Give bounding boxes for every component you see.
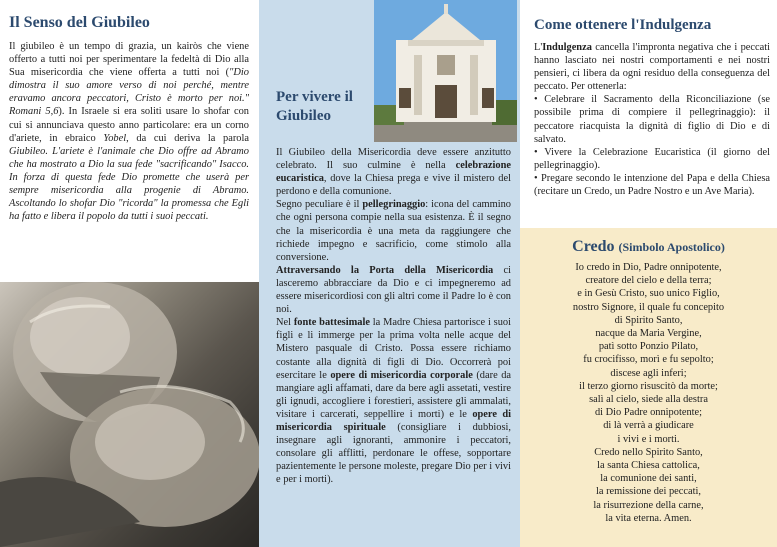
- credo-title: Credo (Simbolo Apostolico): [572, 238, 725, 255]
- list-item: • Pregare secondo le intenzione del Papa e della Chiesa (recitare un Credo, un Padre Nostro e un Ave Maria).: [534, 172, 771, 198]
- list-item: • Celebrare il Sacramento della Riconciliazione (se possibile prima di compiere il pellegrinaggio): il peccatore riacquista la dignità di figlio di Dio e di salvato.: [534, 94, 770, 145]
- relief-illustration: [0, 282, 259, 547]
- column-vivere-giubileo: [259, 0, 520, 547]
- church-illustration: [374, 0, 517, 142]
- section-title-senso-giubileo: Il Senso del Giubileo: [9, 14, 150, 31]
- credo-text: Io credo in Dio, Padre onnipotente, creatore del cielo e della terra; e in Gesù Cristo, suo unico Figlio, nostro Signore, il quale fu concepito di Spirito Santo, nacque da Maria Vergine, patì sotto Ponzio Pilato, fu crocifisso, morì e fu sepolto; discese agli inferi; il terzo giorno risuscitò da morte; salì al cielo, siede alla destra di Dio Padre onnipotente; di là verrà a giudicare i vivi e i morti. Credo nello Spirito Santo, la santa Chiesa cattolica, la comunione dei santi, la remissione dei peccati, la risurrezione della carne, la vita eterna. Amen.: [572, 262, 725, 524]
- bronze-relief-image: [0, 282, 259, 547]
- list-item: • Vivere la Celebrazione Eucaristica (il giorno del pellegrinaggio).: [534, 146, 771, 171]
- paragraph-indulgenza: L'Indulgenza cancella l'impronta negativa che i peccati hanno lasciato nei nostri comportamenti e nei nostri pensieri, ci libera da ogni residuo della conseguenza del peccato. Per ottenerla: • Celebrare il Sacramento della Riconciliazione (se possibile prima di compiere il pellegrinaggio): il peccatore riacquista la dignità di figlio di Dio e di salvato. • Vivere la Celebrazione Eucaristica (il giorno del pellegrinaggio). • Pregare secondo le intenzione del Papa e della Chiesa (recitare un Credo, un Padre Nostro e un Ave Maria).: [534, 42, 771, 198]
- paragraph-senso-giubileo: Il giubileo è un tempo di grazia, un kairòs che viene offerto a tutti noi per sperimentare la fedeltà di Dio alla Sua misericordia che viene offerta a tutti noi ("Dio dimostra il suo amore verso di noi perché, mentre eravamo ancora peccatori, Cristo è morto per noi." Romani 5,6). In Israele si era soliti usare lo shofar con cui si annunciava questo anno particolare: era un corno d'ariete, in ebraico Yobel, da cui deriva la parola Giubileo. L'ariete è l'animale che Dio offre ad Abramo che ha mostrato a Dio la sua fede "sacrificando" Isacco. In forza di questa fede Dio promette che userà per sempre misericordia alla progenie di Abramo. Ascoltando lo shofar Dio "ricorda" la promessa che Egli ha fatto e libera il popolo da tutti i suoi peccati.: [9, 41, 249, 223]
- section-title-vivere-giubileo: Per vivere il Giubileo: [276, 89, 353, 124]
- column-indulgenza: [520, 0, 777, 547]
- column-senso-giubileo: [0, 0, 259, 547]
- church-photo: [374, 0, 517, 142]
- credo-box: [520, 228, 777, 547]
- section-title-indulgenza: Come ottenere l'Indulgenza: [534, 17, 712, 33]
- paragraph-vivere-giubileo: Il Giubileo della Misericordia deve essere anzitutto celebrato. Il suo culmine è nella celebrazione eucaristica, dove la Chiesa prega e vive il mistero del perdono e della comunione. Segno peculiare è il pellegrinaggio: icona del cammino che ogni persona compie nella sua esistenza. È il segno che la misericordia è una meta da raggiungere che richiede impegno e sacrificio, come stimolo alla conversione. Attraversando la Porta della Misericordia ci lasceremo abbracciare da Dio e ci impegneremo ad essere misericordiosi con gli altri come il Padre lo è con noi. Nel fonte battesimale la Madre Chiesa partorisce i suoi figli e li immerge per la prima volta nelle acque del Mistero pasquale di Cristo. Possa essere richiamo costante alla dignità di figli di Dio. Occorrerà poi esercitare le opere di misericordia corporale (dare da mangiare agli affamati, dare da bere agli assetati, vestire gli ignudi, accogliere i forestieri, assistere gli ammalati, visitare i carcerati, seppellire i morti) e le opere di misericordia spirituale (consigliare i dubbiosi, insegnare agli ignoranti, ammonire i peccatori, consolare gli afflitti, perdonare le offese, sopportare pazientemente le persone moleste, pregare Dio per i vivi e per i morti).: [276, 147, 512, 486]
